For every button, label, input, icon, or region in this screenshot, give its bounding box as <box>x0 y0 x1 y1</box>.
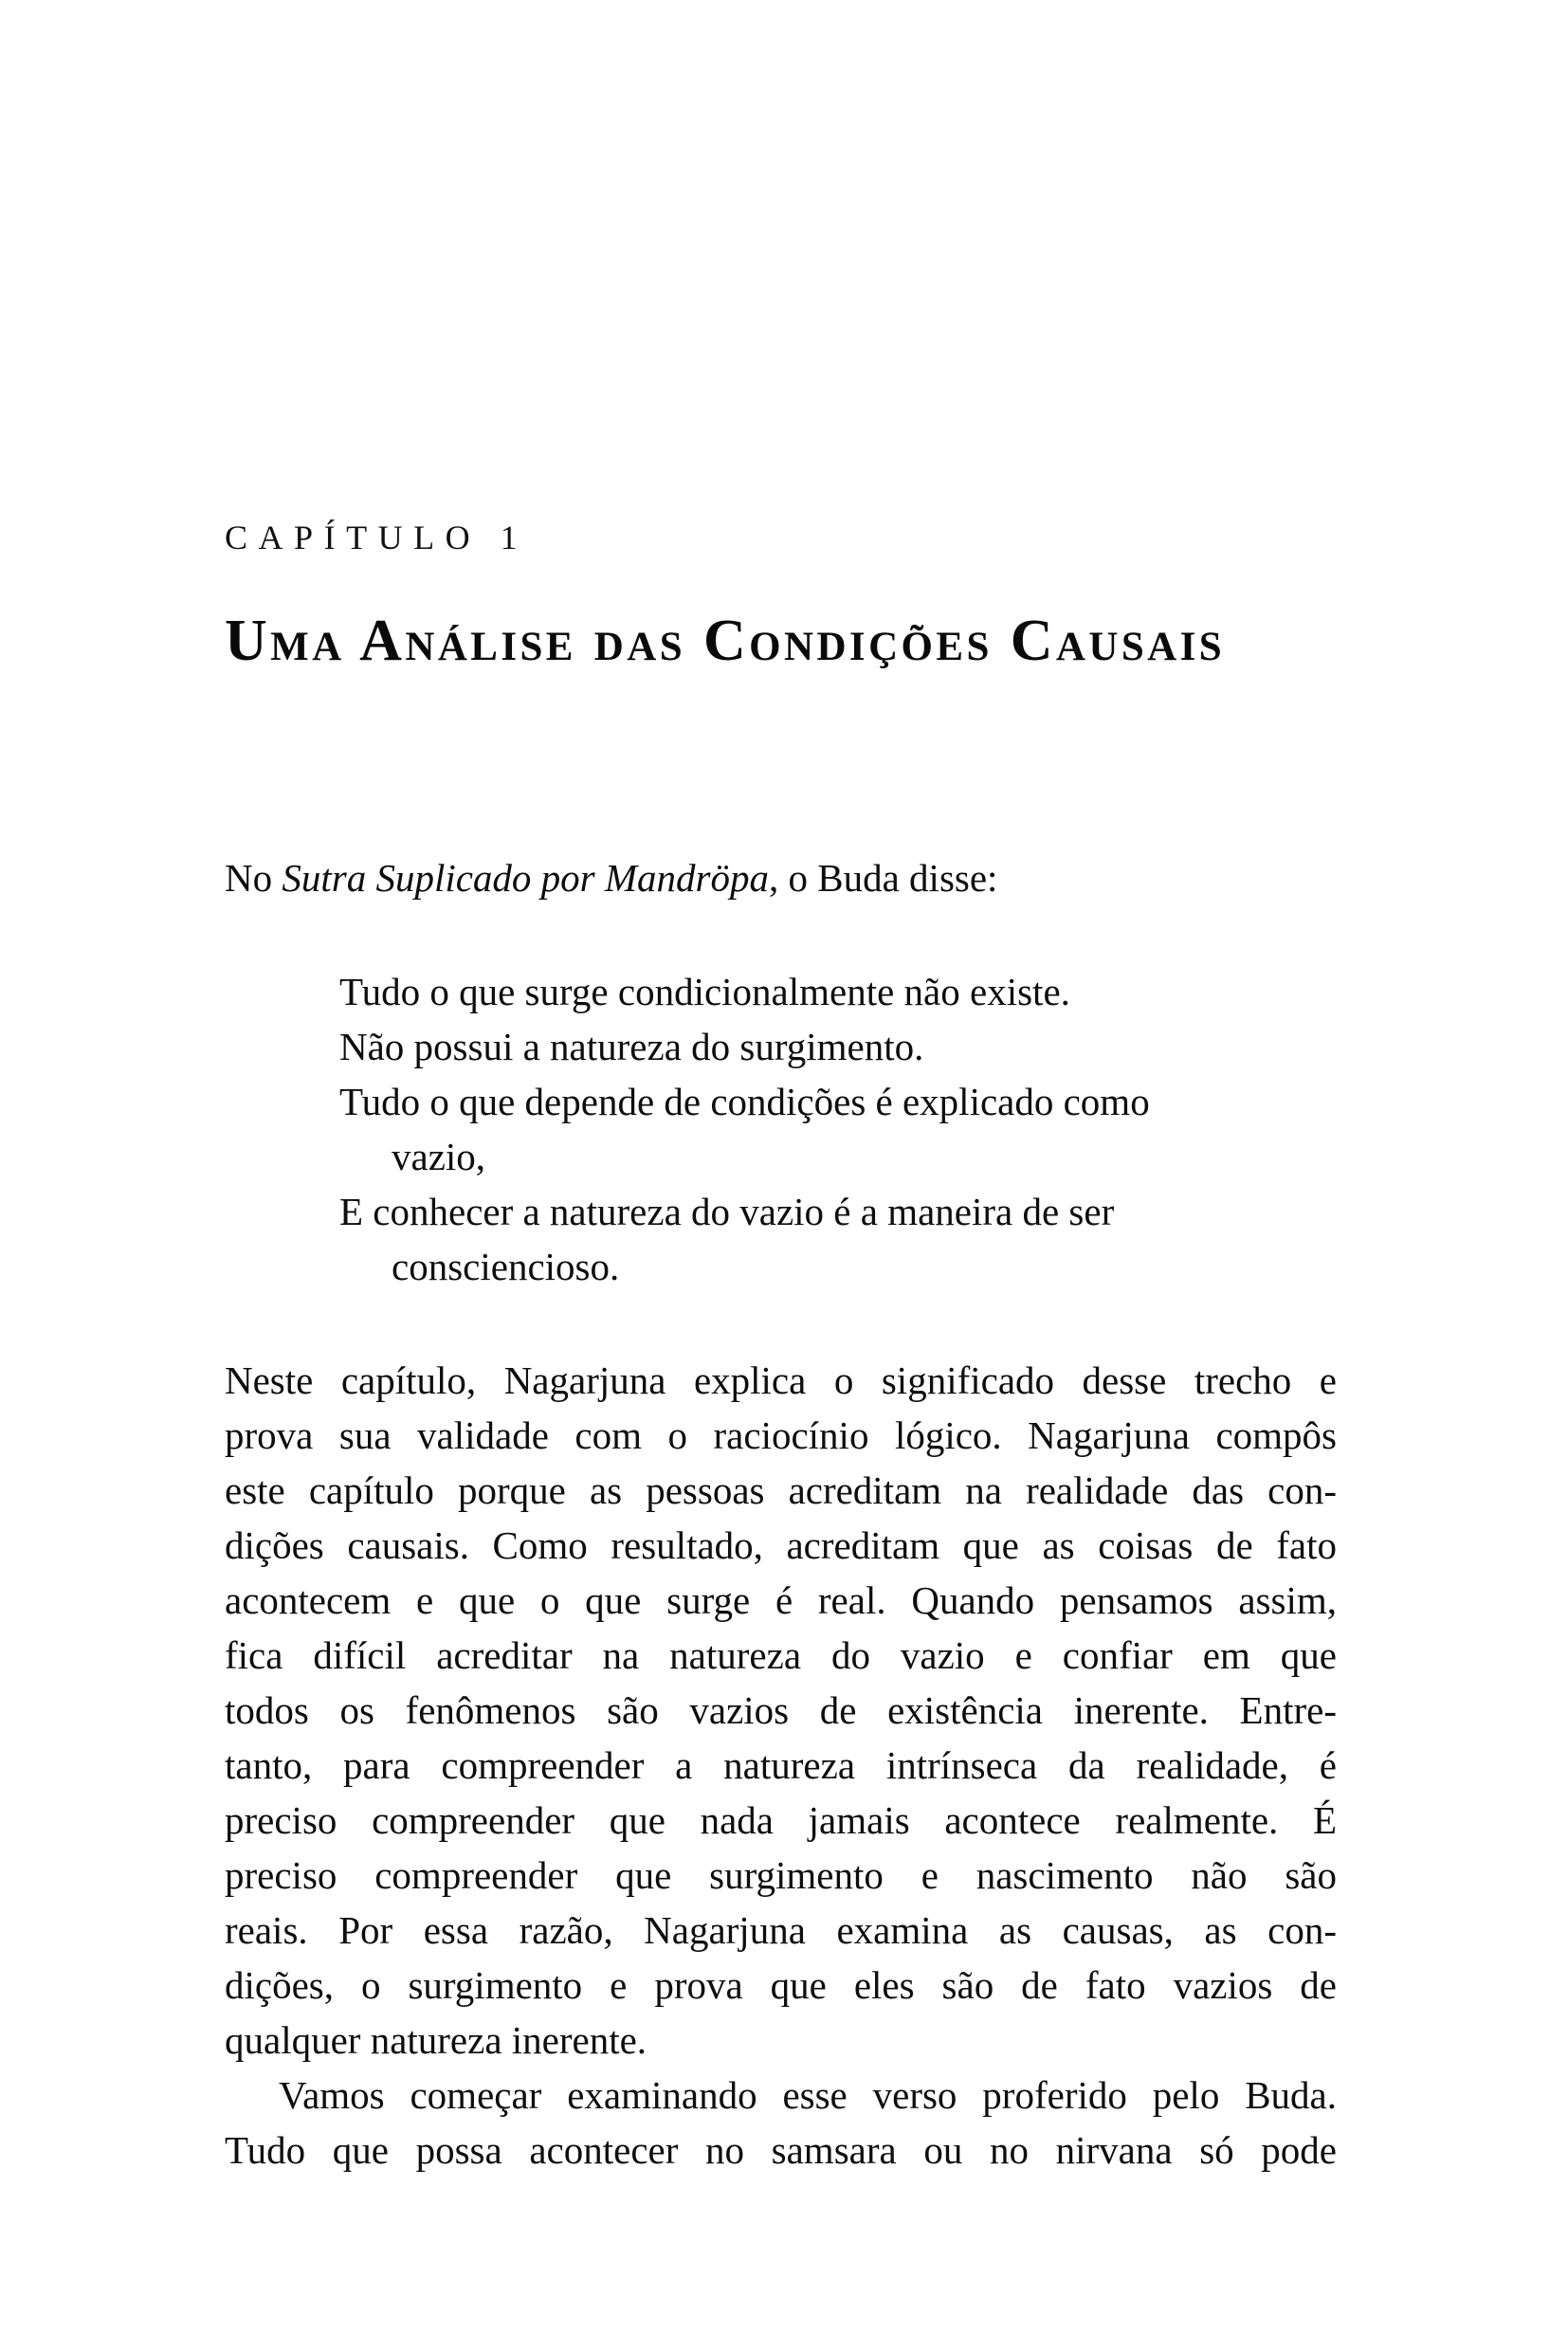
body-line: preciso compreender que nada jamais acontece realmente. É <box>225 1798 1337 1842</box>
body-line: reais. Por essa razão, Nagarjuna examina as causas, as con- <box>225 1908 1337 1952</box>
verse-line: E conhecer a natureza do vazio é a maneira de ser <box>339 1190 1115 1233</box>
body-line: todos os fenômenos são vazios de existência inerente. Entre- <box>225 1688 1337 1732</box>
body-line: Neste capítulo, Nagarjuna explica o significado desse trecho e <box>225 1358 1337 1402</box>
body-line: este capítulo porque as pessoas acreditam na realidade das con- <box>225 1468 1337 1512</box>
intro-prefix: No <box>225 856 283 900</box>
body-line: dições causais. Como resultado, acreditam que as coisas de fato <box>225 1523 1337 1567</box>
chapter-label: CAPÍTULO 1 <box>225 519 529 556</box>
body-line: acontecem e que o que surge é real. Quando pensamos assim, <box>225 1578 1337 1622</box>
body-line: Tudo que possa acontecer no samsara ou no nirvana só pode <box>225 2128 1337 2172</box>
intro-suffix: , o Buda disse: <box>769 856 998 900</box>
verse-line-continuation: consciencioso. <box>392 1245 620 1288</box>
body-line: preciso compreender que surgimento e nascimento não são <box>225 1853 1337 1897</box>
verse-line: Tudo o que depende de condições é explicado como <box>339 1080 1150 1123</box>
chapter-title: Uma Análise das Condições Causais <box>225 609 1226 673</box>
body-line: tanto, para compreender a natureza intrínseca da realidade, é <box>225 1743 1337 1787</box>
verse-line: Não possui a natureza do surgimento. <box>339 1025 924 1068</box>
verse-line: Tudo o que surge condicionalmente não existe. <box>339 970 1070 1013</box>
body-line: dições, o surgimento e prova que eles são de fato vazios de <box>225 1963 1337 2007</box>
body-line-paragraph-end: qualquer natureza inerente. <box>225 2018 647 2062</box>
body-line: prova sua validade com o raciocínio lógico. Nagarjuna compôs <box>225 1413 1337 1457</box>
verse-line-continuation: vazio, <box>392 1135 486 1178</box>
body-line: fica difícil acreditar na natureza do vazio e confiar em que <box>225 1633 1337 1677</box>
verse-block <box>339 964 1344 1294</box>
body-text-block <box>225 1353 1337 2178</box>
body-line-paragraph-start: Vamos começar examinando esse verso proferido pelo Buda. <box>279 2073 1337 2117</box>
body-paragraph-2 <box>225 2068 1337 2178</box>
intro-line <box>225 850 1337 905</box>
cited-work-title: Sutra Suplicado por Mandröpa <box>282 856 770 900</box>
body-paragraph-1 <box>225 1353 1337 2068</box>
